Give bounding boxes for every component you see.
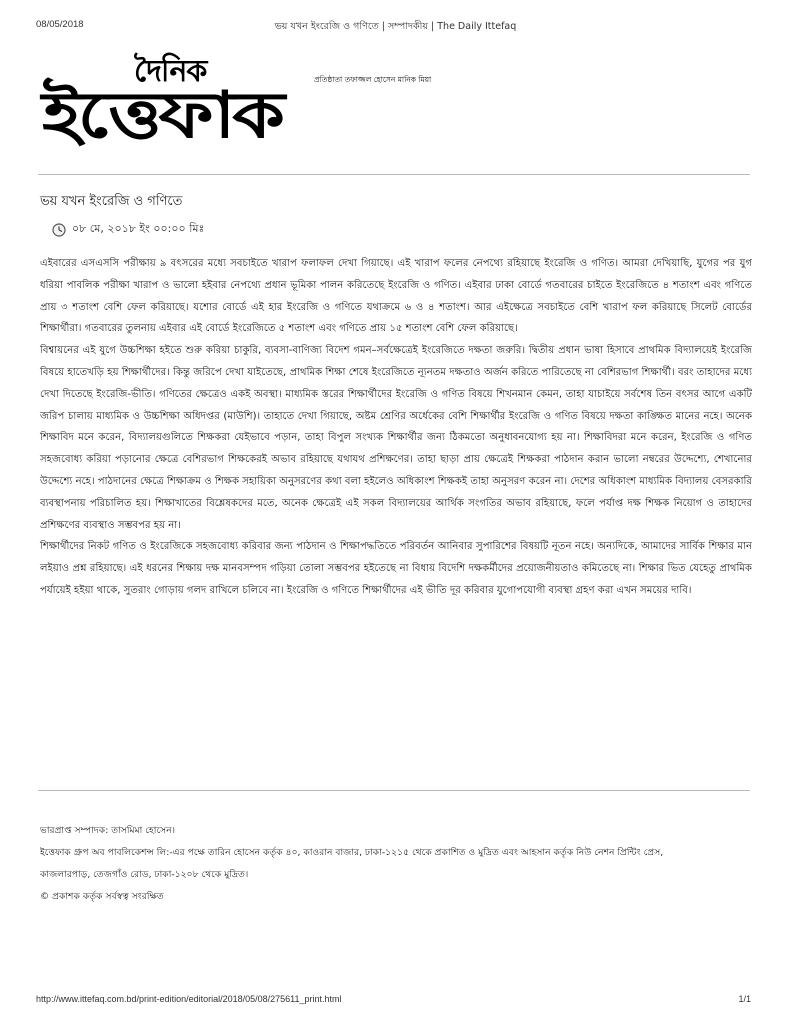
publisher-line: ইত্তেফাক গ্রুপ অব পাবলিকেশন্স লি:-এর পক্ষে তারিন হোসেন কর্তৃক ৪০, কাওরান বাজার, ঢাকা-১২১৫ থেকে প্রকাশিত ও মুদ্রিত এবং আহসান কর্তৃক নিউ নেশন প্রিন্টিং প্রেস, — [40, 847, 664, 858]
footer-divider — [38, 790, 750, 791]
article-headline: ভয় যখন ইংরেজি ও গণিতে — [40, 194, 183, 209]
clock-icon — [52, 223, 66, 237]
article-paragraph: বিশ্বায়নের এই যুগে উচ্চশিক্ষা হইতে শুরু করিয়া চাকুরি, ব্যবসা-বাণিজ্য বিদেশ গমন–সর্বক্ষেত্রেই ইংরেজিতে দক্ষতা জরুরি। দ্বিতীয় প্রধান ভাষা হিসাবে প্রাথমিক বিদ্যালয়েই ইংরেজি বিষয়ে হাতেখড়ি হয় শিক্ষার্থীদের। কিন্তু জরিপে দেখা যাইতেছে, প্রাথমিক শিক্ষা শেষে ইংরেজিতে ন্যূনতম দক্ষতাও অর্জন করিতে পারিতেছে না বেশিরভাগ শিক্ষার্থী। বরং তাহাদের মধ্যে দেখা দিতেছে ইংরেজি-ভীতি। গণিতের ক্ষেত্রেও একই অবস্থা। মাধ্যমিক স্তরের শিক্ষার্থীদের ইংরেজি ও গণিত বিষয়ে শিখনমান কেমন, তাহা যাচাইয়ে সর্বশেষ তিন বৎসর আগে একটি জরিপ চালায় মাধ্যমিক ও উচ্চশিক্ষা অধিদপ্তর (মাউশি)। তাহাতে দেখা গিয়াছে, অষ্টম শ্রেণির অর্ধেকের বেশি শিক্ষার্থীর ইংরেজি ও গণিত বিষয়ে দক্ষতা কাঙ্ক্ষিত মানের নহে। অনেক শিক্ষাবিদ মনে করেন, বিদ্যালয়গুলিতে শিক্ষকরা যেইভাবে পড়ান, তাহা বিপুল সংখ্যক শিক্ষার্থীর জন্য ঠিকমতো অনুধাবনযোগ্য হয় না। শিক্ষাবিদরা মনে করেন, ইংরেজি ও গণিত সহজবোধ্য করিয়া পড়ানোর ক্ষেত্রে বেশিরভাগ শিক্ষকেরই অভাব রহিয়াছে যথাযথ প্রশিক্ষণের। তাহা ছাড়া প্রায় ক্ষেত্রেই শিক্ষকরা পাঠদান করান ভালো নম্বরের উদ্দেশ্যে, শেখানোর উদ্দেশ্যে নহে। পাঠদানের ক্ষেত্রে শিক্ষাক্রম ও শিক্ষক সহায়িকা অনুসরণের কথা বলা হইলেও অধিকাংশ শিক্ষকই তাহা অনুসরণ করেন না। দেশের অধিকাংশ মাধ্যমিক বিদ্যালয় বেসরকারি ব্যবস্থাপনায় পরিচালিত হয়। শিক্ষাখাতের বিশ্লেষকদের মতে, অনেক ক্ষেত্রেই এই সকল বিদ্যালয়ের আর্থিক সংগতির অভাব রহিয়াছে, ফলে পর্যাপ্ত দক্ষ শিক্ষক নিয়োগ ও তাহাদের প্রশিক্ষণের ব্যবস্থাও সম্ভবপর হয় না। — [40, 345, 752, 531]
header-divider — [38, 174, 750, 175]
print-page-number: 1/1 — [738, 994, 751, 1004]
article-body — [40, 253, 752, 602]
article-date: ০৮ মে, ২০১৮ ইং ০০:০০ মিঃ — [72, 222, 205, 235]
print-page-title: ভয় যখন ইংরেজি ও গণিতে | সম্পাদকীয় | The Daily Ittefaq — [274, 21, 517, 32]
logo-big-text: ইত্তেফাক — [42, 79, 282, 153]
print-date: 08/05/2018 — [36, 19, 84, 30]
logo-small-text: দৈনিক — [134, 54, 207, 89]
logo-tagline: প্রতিষ্ঠাতা তফাজ্জল হোসেন মানিক মিয়া — [314, 75, 432, 84]
newspaper-logo — [42, 55, 462, 153]
copyright-line: © প্রকাশক কর্তৃক সর্বস্বত্ব সংরক্ষিত — [40, 891, 164, 902]
print-url: http://www.ittefaq.com.bd/print-edition/editorial/2018/05/08/275611_print.html — [36, 994, 342, 1004]
publisher-footer — [40, 820, 752, 908]
article-dateline — [52, 220, 204, 239]
editor-line: ভারপ্রাপ্ত সম্পাদক: তাসমিমা হোসেন। — [40, 825, 175, 836]
article-paragraph: এইবারের এসএসসি পরীক্ষায় ৯ বৎসরের মধ্যে সবচাইতে খারাপ ফলাফল দেখা গিয়াছে। এই খারাপ ফলের নেপথ্যে রহিয়াছে ইংরেজি ও গণিত। আমরা দেখিয়াছি, যুগের পর যুগ ধরিয়া পাবলিক পরীক্ষা খারাপ ও ভালো হইবার নেপথ্যে প্রধান ভূমিকা পালন করিতেছে ইংরেজি ও গণিত। এইবার ঢাকা বোর্ডে গতবারের চাইতে ইংরেজিতে ৪ শতাংশ এবং গণিতে প্রায় ৩ শতাংশ বেশি ফেল করিয়াছে। যশোর বোর্ডে এই হার ইংরেজি ও গণিতে যথাক্রমে ৬ ও ৪ শতাংশ। আর এইক্ষেত্রে সবচাইতে বেশি খারাপ ফল করিয়াছে সিলেট বোর্ডের শিক্ষার্থীরা। গতবারের তুলনায় এইবার এই বোর্ডে ইংরেজিতে ৫ শতাংশ এবং গণিতে প্রায় ১৫ শতাংশ বেশি ফেল করিয়াছে। — [40, 258, 752, 335]
publisher-address: কাজলারপাড়, তেজগাঁও রোড, ঢাকা-১২০৮ থেকে মুদ্রিত। — [40, 869, 249, 880]
article-paragraph: শিক্ষার্থীদের নিকট গণিত ও ইংরেজিকে সহজবোধ্য করিবার জন্য পাঠদান ও শিক্ষাপদ্ধতিতে পরিবর্তন আনিবার সুপারিশের বিষয়টি নূতন নহে। অন্যদিকে, আমাদের সার্বিক শিক্ষার মান লইয়াও প্রশ্ন রহিয়াছে। এই ধরনের শিক্ষায় দক্ষ মানবসম্পদ গড়িয়া তোলা সম্ভবপর হইতেছে না বিধায় বিদেশি দক্ষকর্মীদের প্রয়োজনীয়তাও কমিতেছে না। শিক্ষার ভিত যেহেতু প্রাথমিক পর্যায়েই হইয়া থাকে, সুতরাং গোড়ায় গলদ রাখিলে চলিবে না। ইংরেজি ও গণিতে শিক্ষার্থীদের এই ভীতি দূর করিবার যুগোপযোগী ব্যবস্থা গ্রহণ করা এখন সময়ের দাবি। — [40, 541, 752, 596]
